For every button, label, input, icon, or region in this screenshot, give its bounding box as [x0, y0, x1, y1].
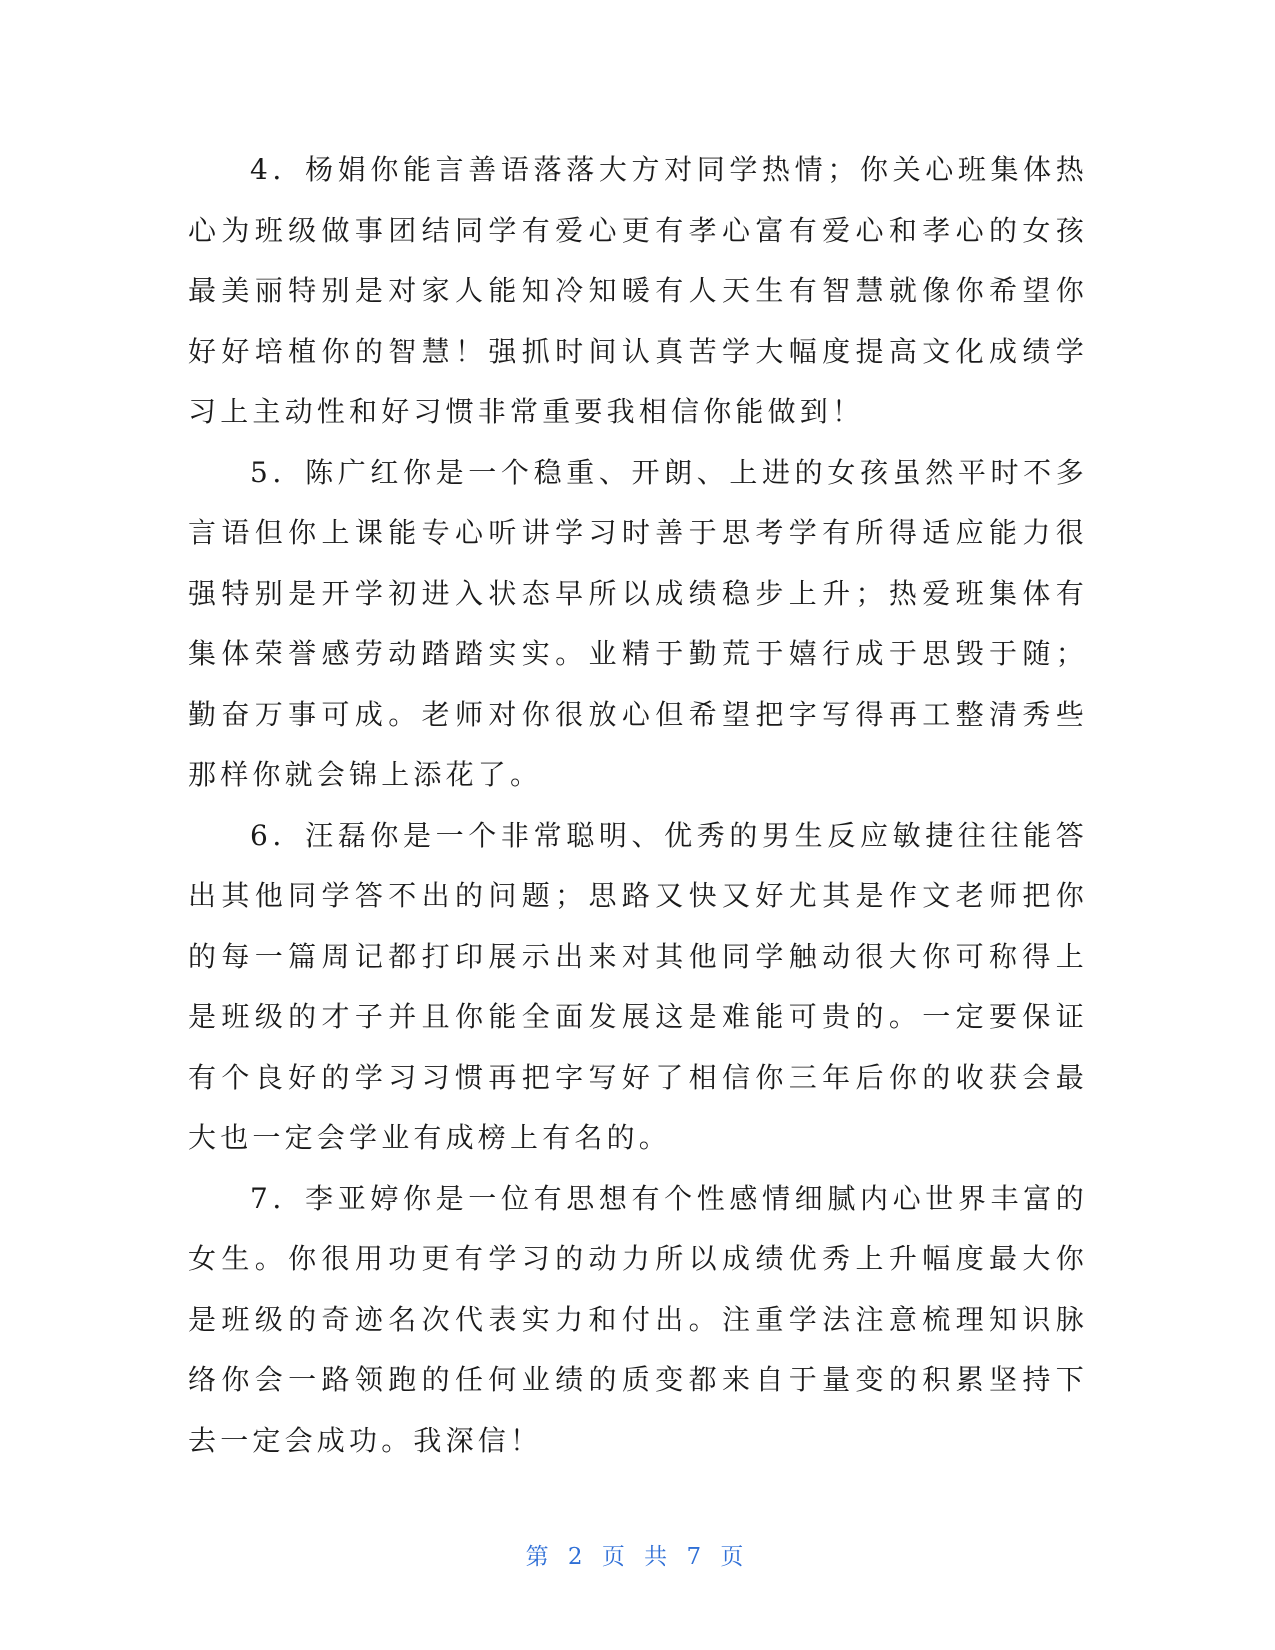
page-number-footer: 第 2 页 共 7 页	[525, 1544, 750, 1570]
document-body	[188, 140, 1088, 1471]
paragraph-4: 4．杨娟你能言善语落落大方对同学热情；你关心班集体热心为班级做事团结同学有爱心更有孝心富有爱心和孝心的女孩最美丽特别是对家人能知冷知暖有人天生有智慧就像你希望你好好培植你的智慧！强抓时间认真苦学大幅度提高文化成绩学习上主动性和好习惯非常重要我相信你能做到！	[188, 153, 1088, 428]
paragraph-6: 6．汪磊你是一个非常聪明、优秀的男生反应敏捷往往能答出其他同学答不出的问题；思路又快又好尤其是作文老师把你的每一篇周记都打印展示出来对其他同学触动很大你可称得上是班级的才子并且你能全面发展这是难能可贵的。一定要保证有个良好的学习习惯再把字写好了相信你三年后你的收获会最大也一定会学业有成榜上有名的。	[188, 818, 1088, 1154]
paragraph-7: 7．李亚婷你是一位有思想有个性感情细腻内心世界丰富的女生。你很用功更有学习的动力所以成绩优秀上升幅度最大你是班级的奇迹名次代表实力和付出。注重学法注意梳理知识脉络你会一路领跑的任何业绩的质变都来自于量变的积累坚持下去一定会成功。我深信！	[188, 1181, 1088, 1457]
paragraph-5: 5．陈广红你是一个稳重、开朗、上进的女孩虽然平时不多言语但你上课能专心听讲学习时善于思考学有所得适应能力很强特别是开学初进入状态早所以成绩稳步上升；热爱班集体有集体荣誉感劳动踏踏实实。业精于勤荒于嬉行成于思毁于随；勤奋万事可成。老师对你很放心但希望把字写得再工整清秀些那样你就会锦上添花了。	[188, 455, 1088, 791]
